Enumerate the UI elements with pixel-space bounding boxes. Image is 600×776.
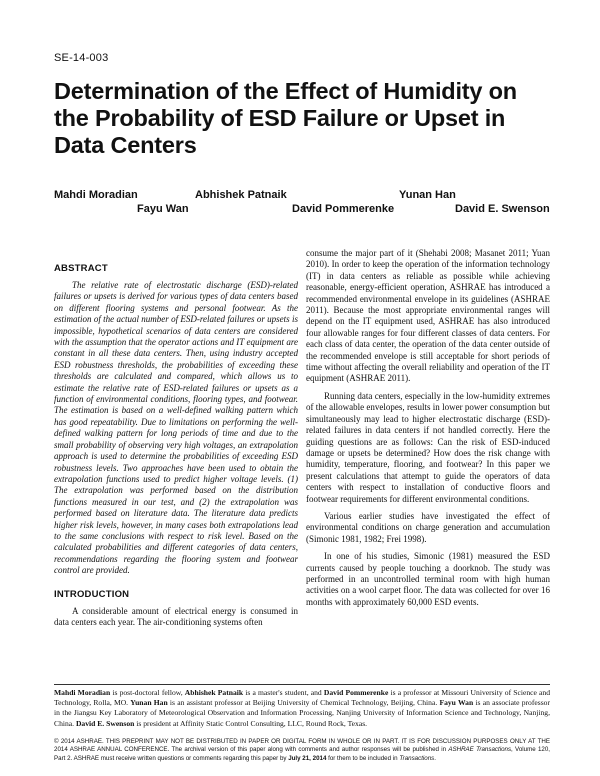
paper-title: Determination of the Effect of Humidity on the Probability of ESD Failure or Upset in Data Centers xyxy=(54,78,517,158)
affil-text-1: is post-doctoral fellow, xyxy=(110,688,185,697)
author-han: Yunan Han xyxy=(399,189,456,201)
copyright-deadline: July 21, 2014 xyxy=(288,754,327,762)
right-paragraph-3: Various earlier studies have investigated the effect of environmental conditions on charge generation and accumulation (Simonic 1981, 1982; Frei 1998). xyxy=(306,510,550,544)
abstract-heading: ABSTRACT xyxy=(54,263,108,274)
affil-name-patnaik: Abhishek Patnaik xyxy=(184,688,244,697)
paper-id: SE-14-003 xyxy=(54,52,109,64)
affil-text-5: is an associate professor in the Jiangsu Key Laboratory of Meteorological Observation and Information Processing, Nanjing University of Information Science and Technology, Nanjing, China. xyxy=(54,698,550,728)
author-wan: Fayu Wan xyxy=(137,203,189,215)
author-swenson: David E. Swenson xyxy=(455,203,550,215)
affil-name-wan: Fayu Wan xyxy=(439,698,474,708)
intro-paragraph-1: A considerable amount of electrical energy is consumed in data centers each year. The air-conditioning systems often xyxy=(54,605,298,627)
left-column xyxy=(54,248,298,628)
copyright-part-1: © 2014 ASHRAE. THIS PREPRINT MAY NOT BE DISTRIBUTED IN PAPER OR DIGITAL FORM IN WHOLE OR IN PART. IT IS FOR DISCUSSION PURPOSES ONLY AT THE 2014 ASHRAE ANNUAL CONFERENCE. The archival version of this paper along with comments and author responses will be published in xyxy=(54,738,550,754)
affil-name-swenson: David E. Swenson xyxy=(75,718,135,728)
abstract-text: The relative rate of electrostatic discharge (ESD)-related failures or upsets is derived for various types of data centers based on different flooring systems and personal footwear. As the estimation of the actual number of ESD-related failures or upsets is impossible, hypothetical scenarios of data centers are considered with the assumption that the operator actions and IT equipment are constant in all these data centers. Then, using industry accepted ESD robustness thresholds, the probabilities of exceeding these thresholds are calculated and compared, which allows us to estimate the relative rate of ESD-related failures or upsets as a function of environmental conditions, flooring types, and footwear. The estimation is based on a well-defined walking pattern which has good repeatability. Due to limitations on performing the well-defined walking pattern for long periods of time and due to the small probability of observing very high voltages, an extrapolation approach is used to determine the probabilities of exceeding ESD robustness levels. Two approaches have been used to obtain the extrapolation functions used to predict higher voltage levels. (1) The extrapolation was performed based on the distribution functions measured in our test, and (2) the extrapolation was performed based on literature data. The literature data predicts higher risk levels, however, in many cases both extrapolations lead to the same conclusions with respect to risk level. Based on the calculated probabilities and different categories of data centers, recommendations regarding the flooring system and footwear control are provided. xyxy=(54,280,298,576)
introduction-heading: INTRODUCTION xyxy=(54,588,130,600)
copyright-journal: ASHRAE Transactions xyxy=(448,746,512,754)
right-paragraph-1: consume the major part of it (Shehabi 2008; Masanet 2011; Yuan 2010). In order to keep the operation of the information technology (IT) in data centers as reliable as possible while achieving reasonable, energy-efficient operation, ASHRAE has introduced a recommended environmental envelope in its guidelines (ASHRAE 2011). Because the most appropriate environmental ranges will depend on the IT equipment used, ASHRAE has also introduced four allowable ranges for four different classes of data centers. For each class of data center, the operation of the data center outside of the recommended envelope is still acceptable for short periods of time without affecting the overall reliability and operation of the IT equipment (ASHRAE 2011). xyxy=(306,248,550,384)
right-paragraph-2: Running data centers, especially in the low-humidity extremes of the allowable envelopes, results in lower power consumption but simultaneously may lead to higher electrostatic discharge (ESD)-related failures in data centers if not handled correctly. Here the guiding questions are as follows: Can the risk of ESD-induced damage or upsets be determined? How does the risk change with humidity, temperature, flooring, and footwear? In this paper we present calculations that attempt to guide the operators of data centers with respect to installation of conductive floors and footwear requirements for different environmental conditions. xyxy=(306,390,550,504)
footnote-divider xyxy=(54,684,550,685)
author-affiliations xyxy=(54,688,550,729)
affil-name-han: Yunan Han xyxy=(130,698,168,708)
affil-text-4: is an assistant professor at Beijing University of Chemical Technology, Beijing, China. xyxy=(167,698,440,708)
affil-name-pommerenke: David Pommerenke xyxy=(323,688,389,697)
author-pommerenke: David Pommerenke xyxy=(292,203,395,215)
affil-text-2: is a master's student, and xyxy=(243,688,324,697)
affil-text-3: is a professor at Missouri University of Science and Technology, Rolla, MO. xyxy=(54,688,551,708)
copyright-notice xyxy=(54,738,550,763)
right-paragraph-4: In one of his studies, Simonic (1981) measured the ESD currents caused by people touching a doorknob. The study was performed in an uncontrolled terminal room with high human activities on a wool carpet floor. The data was collected for over 16 months with approximately 60,000 ESD events. xyxy=(306,551,550,607)
author-moradian: Mahdi Moradian xyxy=(54,189,138,201)
copyright-part-3: for them to be included in xyxy=(326,754,400,762)
affil-text-6: is president at Affinity Static Control Consulting, LLC, Round Rock, Texas. xyxy=(134,718,368,728)
copyright-part-4: . xyxy=(434,754,437,762)
copyright-transactions: Transactions xyxy=(399,754,435,762)
copyright-part-2: , Volume 120, Part 2. ASHRAE must receive written questions or comments regarding this paper by xyxy=(54,746,551,762)
affil-name-moradian: Mahdi Moradian xyxy=(54,688,111,697)
author-patnaik: Abhishek Patnaik xyxy=(195,189,287,201)
right-column xyxy=(306,248,550,608)
